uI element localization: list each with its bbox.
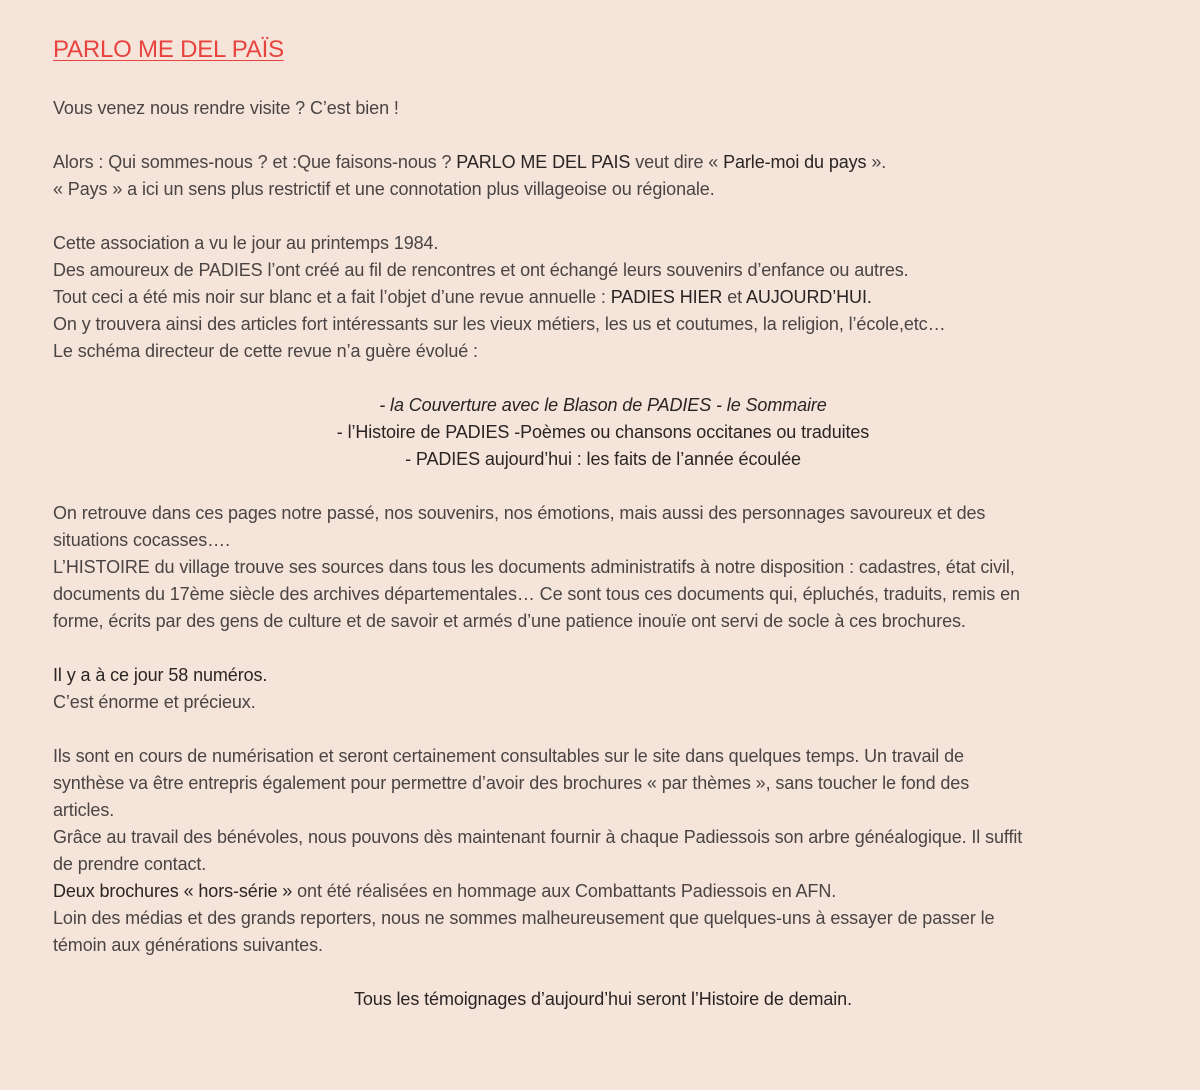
digitization-line-3: articles. [53,800,115,820]
content-line-3: L’HISTOIRE du village trouve ses sources dans tous les documents administratifs à notre disposition : cadastres, état civil, [53,557,1015,577]
page-title: PARLO ME DEL PAÏS [53,36,284,63]
digitization-line-7: Loin des médias et des grands reporters, nous ne sommes malheureusement que quelques-uns à essayer de passer le [53,908,995,928]
content-line-2: situations cocasses…. [53,530,230,550]
who-question: Alors : Qui sommes-nous ? et :Que faisons-nous ? [53,152,457,172]
review-name-part-2: AUJOURD’HUI. [745,287,872,307]
who-line-1 [53,149,1153,176]
review-name-part-1: PADIES HIER [610,287,723,307]
history-line-5: Le schéma directeur de cette revue n’a guère évolué : [53,341,478,361]
history-line-4: On y trouvera ainsi des articles fort intéressants sur les vieux métiers, les us et coutumes, la religion, l’école,etc… [53,314,946,334]
history-line-3 [53,284,1153,311]
intro-line: Vous venez nous rendre visite ? C’est bien ! [53,98,399,118]
issues-comment: C’est énorme et précieux. [53,692,256,712]
history-line-2: Des amoureux de PADIES l’ont créé au fil de rencontres et ont échangé leurs souvenirs d’enfance ou autres. [53,260,909,280]
content-line-4: documents du 17ème siècle des archives départementales… Ce sont tous ces documents qui, épluchés, traduits, remis en [53,584,1020,604]
issues-paragraph [53,662,1153,716]
outline-item-2: - l’Histoire de PADIES -Poèmes ou chansons occitanes ou traduites [336,422,870,442]
who-line-2: « Pays » a ici un sens plus restrictif et une connotation plus villageoise ou régionale. [53,179,715,199]
closing-quote: Tous les témoignages d’aujourd’hui seront l’Histoire de demain. [354,989,852,1009]
digitization-line-2: synthèse va être entrepris également pour permettre d’avoir des brochures « par thèmes », sans toucher le fond des [53,773,970,793]
outline-item-1: - la Couverture avec le Blason de PADIES - le Sommaire [379,395,827,415]
intro-paragraph [53,95,1153,122]
special-editions: Deux brochures « hors-série » [53,881,293,901]
digitization-paragraph [53,743,1153,959]
digitization-line-4: Grâce au travail des bénévoles, nous pouvons dès maintenant fournir à chaque Padiessois son arbre généalogique. Il suffit [53,827,1023,847]
closing-paragraph [53,986,1153,1013]
issues-count: Il y a à ce jour 58 numéros. [53,665,268,685]
who-means: veut dire « [630,152,724,172]
digitization-line-6 [53,878,1153,905]
content-line-5: forme, écrits par des gens de culture et de savoir et armés d’une patience inouïe ont servi de socle à ces brochures. [53,611,966,631]
special-editions-text: ont été réalisées en hommage aux Combattants Padiessois en AFN. [292,881,837,901]
content-paragraph [53,500,1153,635]
association-translation: Parle-moi du pays [723,152,867,172]
history-paragraph [53,230,1153,365]
history-line-1: Cette association a vu le jour au printemps 1984. [53,233,439,253]
who-end: ». [866,152,887,172]
review-outline [53,392,1153,473]
digitization-line-1: Ils sont en cours de numérisation et seront certainement consultables sur le site dans quelques temps. Un travail de [53,746,964,766]
outline-item-3: - PADIES aujourd’hui : les faits de l’année écoulée [405,449,801,469]
association-name: PARLO ME DEL PAIS [456,152,631,172]
history-line-3-text: Tout ceci a été mis noir sur blanc et a fait l’objet d’une revue annuelle : [53,287,611,307]
review-name-and: et [722,287,746,307]
who-paragraph [53,149,1153,203]
digitization-line-5: de prendre contact. [53,854,207,874]
digitization-line-8: témoin aux générations suivantes. [53,935,323,955]
content-line-1: On retrouve dans ces pages notre passé, nos souvenirs, nos émotions, mais aussi des personnages savoureux et des [53,503,986,523]
